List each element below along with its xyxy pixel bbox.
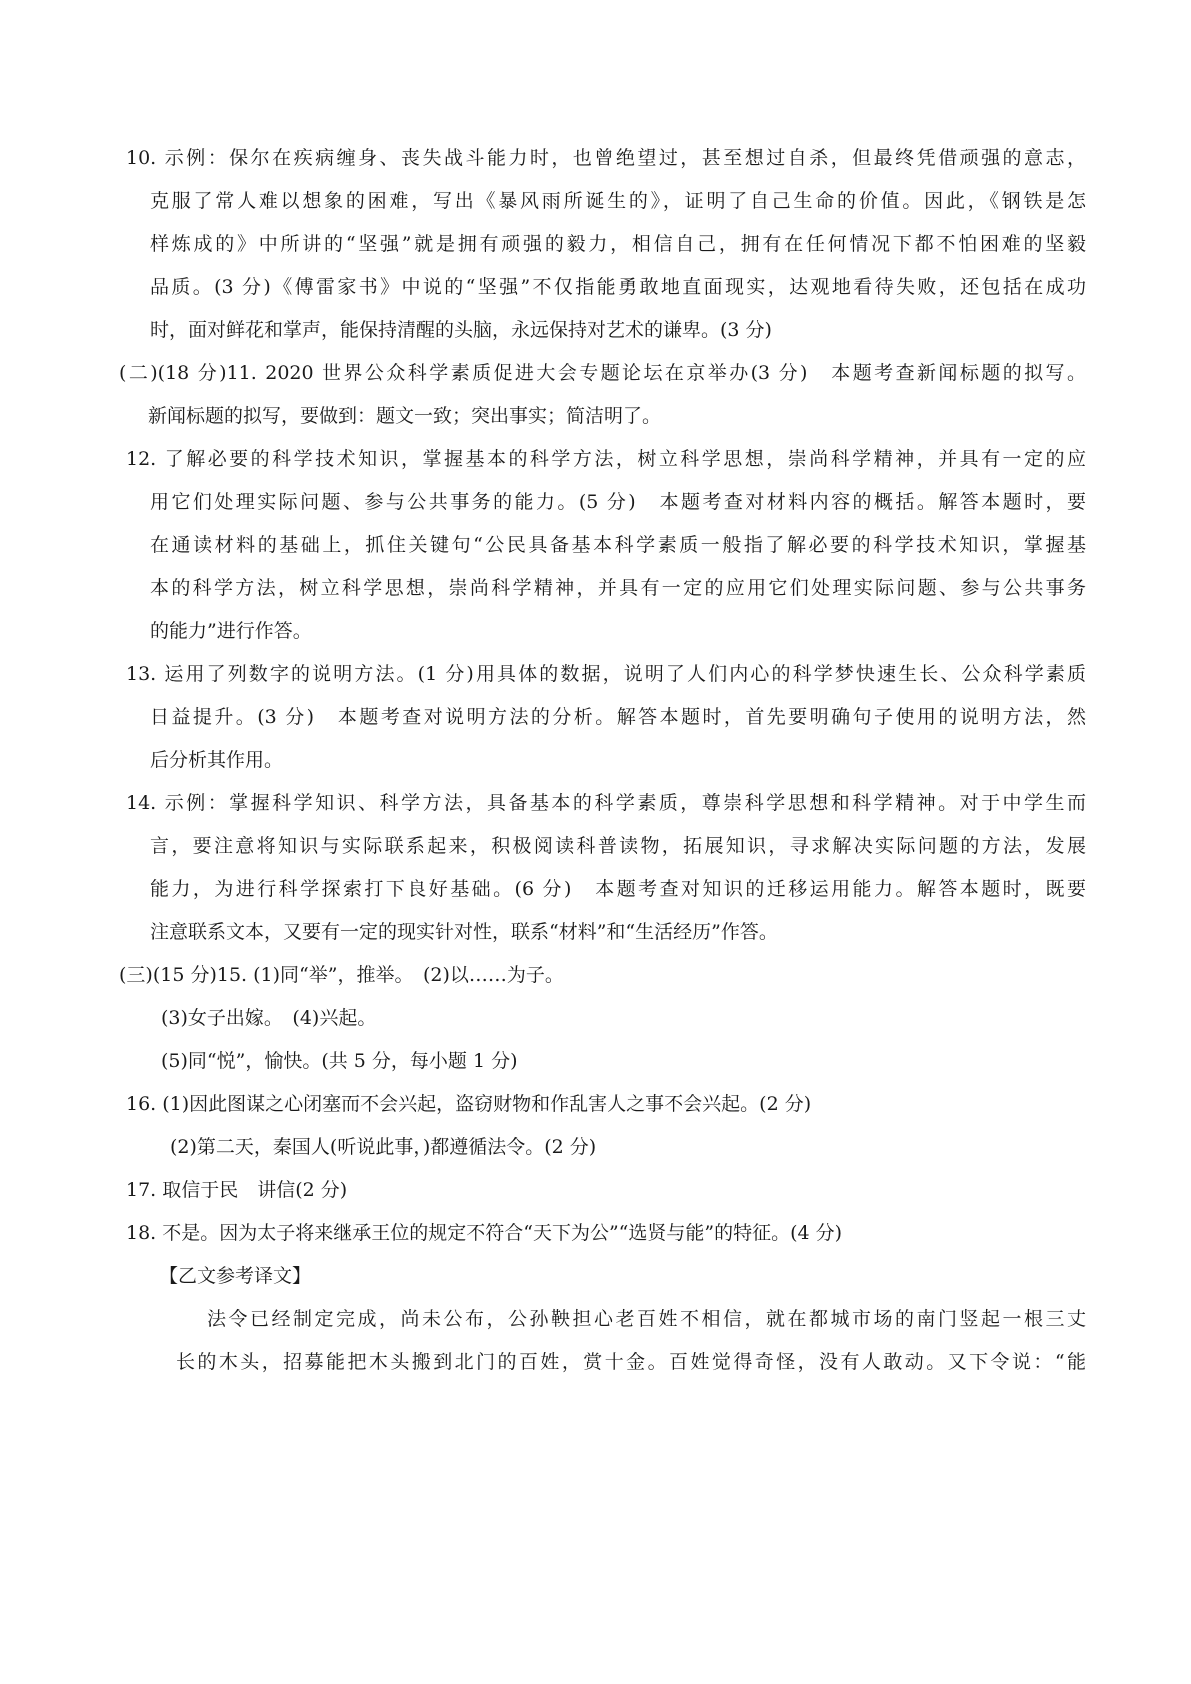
answer-10-line-1: 10. 示例：保尔在疾病缠身、丧失战斗能力时，也曾绝望过，甚至想过自杀，但最终凭借顽强的意志，	[126, 147, 1086, 169]
answer-15-line-2: (3)女子出嫁。 (4)兴起。	[161, 1007, 377, 1029]
answer-10-line-3: 样炼成的》中所讲的“坚强”就是拥有顽强的毅力，相信自己，拥有在任何情况下都不怕困难的坚毅	[150, 233, 1086, 255]
translation-line-2: 长的木头，招募能把木头搬到北门的百姓，赏十金。百姓觉得奇怪，没有人敢动。又下令说：“能	[176, 1351, 1086, 1373]
answer-14-line-1: 14. 示例：掌握科学知识、科学方法，具备基本的科学素质，尊崇科学思想和科学精神。对于中学生而	[126, 792, 1086, 814]
answer-16-line-1: 16. (1)因此图谋之心闭塞而不会兴起，盗窃财物和作乱害人之事不会兴起。(2 分)	[126, 1093, 812, 1115]
answer-13-line-3: 后分析其作用。	[150, 749, 284, 771]
answer-12-line-1: 12. 了解必要的科学技术知识，掌握基本的科学方法，树立科学思想，崇尚科学精神，并具有一定的应	[126, 448, 1086, 470]
answer-13-line-2: 日益提升。(3 分) 本题考查对说明方法的分析。解答本题时，首先要明确句子使用的说明方法，然	[150, 706, 1086, 728]
answer-10-line-2: 克服了常人难以想象的困难，写出《暴风雨所诞生的》，证明了自己生命的价值。因此，《钢铁是怎	[150, 190, 1086, 212]
answer-14-line-4: 注意联系文本，又要有一定的现实针对性，联系“材料”和“生活经历”作答。	[150, 921, 778, 943]
answer-14-line-2: 言，要注意将知识与实际联系起来，积极阅读科普读物，拓展知识，寻求解决实际问题的方法，发展	[150, 835, 1086, 857]
answer-13-line-1: 13. 运用了列数字的说明方法。(1 分)用具体的数据，说明了人们内心的科学梦快速生长、公众科学素质	[126, 663, 1086, 685]
answer-12-line-3: 在通读材料的基础上，抓住关键句“公民具备基本科学素质一般指了解必要的科学技术知识，掌握基	[150, 534, 1086, 556]
answer-12-line-4: 本的科学方法，树立科学思想，崇尚科学精神，并具有一定的应用它们处理实际问题、参与公共事务	[150, 577, 1086, 599]
translation-line-1: 法令已经制定完成，尚未公布，公孙鞅担心老百姓不相信，就在都城市场的南门竖起一根三丈	[207, 1308, 1086, 1330]
answer-11-line-2: 新闻标题的拟写，要做到：题文一致；突出事实；简洁明了。	[148, 405, 662, 427]
answer-15-line-3: (5)同“悦”，愉快。(共 5 分，每小题 1 分)	[161, 1050, 518, 1072]
answer-16-line-2: (2)第二天，秦国人(听说此事，)都遵循法令。(2 分)	[170, 1136, 597, 1158]
section-3-answer-15-line-1: (三)(15 分)15. (1)同“举”，推举。 (2)以……为子。	[119, 964, 564, 986]
section-2-answer-11-line-1: (二)(18 分)11. 2020 世界公众科学素质促进大会专题论坛在京举办(3 分) 本题考查新闻标题的拟写。	[119, 362, 1086, 384]
answer-14-line-3: 能力，为进行科学探索打下良好基础。(6 分) 本题考查对知识的迁移运用能力。解答本题时，既要	[150, 878, 1086, 900]
answer-17: 17. 取信于民 讲信(2 分)	[126, 1179, 348, 1201]
answer-18: 18. 不是。因为太子将来继承王位的规定不符合“天下为公”“选贤与能”的特征。(4 分)	[126, 1222, 843, 1244]
translation-heading: 【乙文参考译文】	[159, 1265, 312, 1287]
answer-12-line-2: 用它们处理实际问题、参与公共事务的能力。(5 分) 本题考查对材料内容的概括。解答本题时，要	[150, 491, 1086, 513]
answer-10-line-5: 时，面对鲜花和掌声，能保持清醒的头脑，永远保持对艺术的谦卑。(3 分)	[150, 319, 772, 341]
answer-10-line-4: 品质。(3 分)《傅雷家书》中说的“坚强”不仅指能勇敢地直面现实，达观地看待失败，还包括在成功	[150, 276, 1086, 298]
answer-12-line-5: 的能力”进行作答。	[150, 620, 312, 642]
